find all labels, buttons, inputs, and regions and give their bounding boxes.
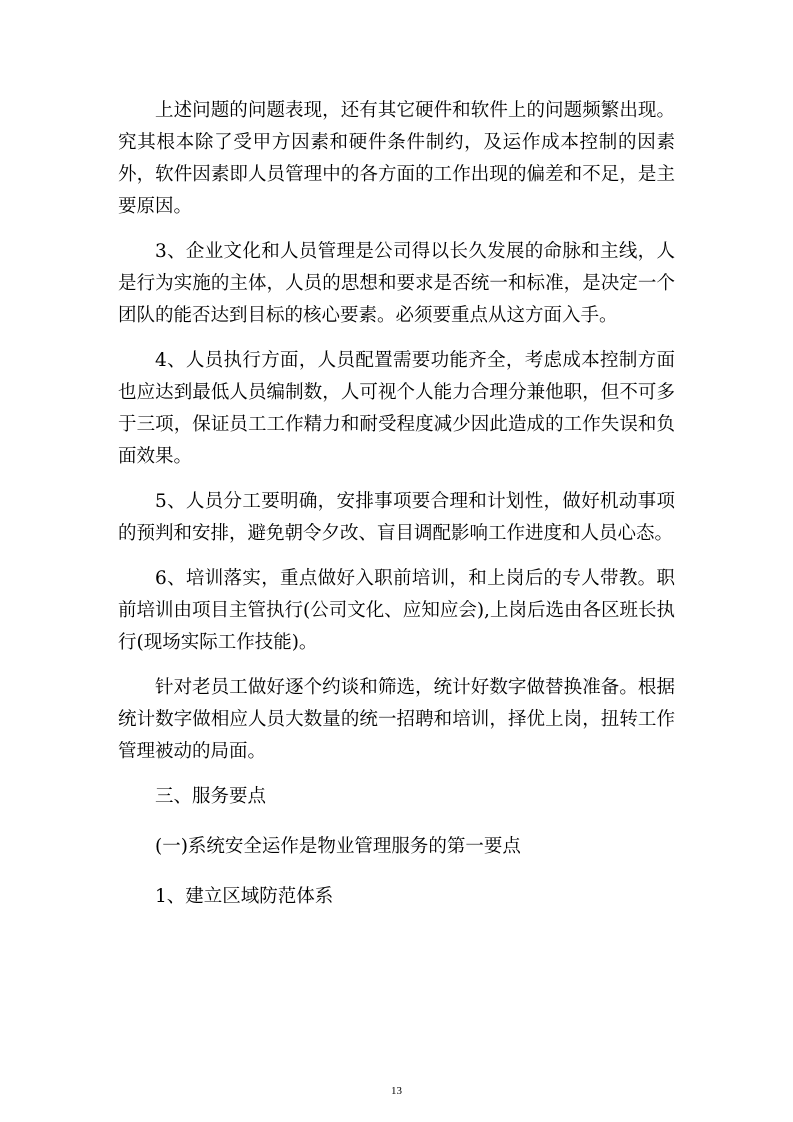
section-heading-service-points: 三、服务要点	[155, 786, 267, 807]
paragraph-item-6: 6、培训落实，重点做好入职前培训，和上岗后的专人带教。职前培训由项目主管执行(公司文化、应知应会),上岗后选由各区班长执行(现场实际工作技能)。	[118, 568, 675, 653]
list-item-area-defense: 1、建立区域防范体系	[155, 886, 334, 907]
paragraph-problem-summary: 上述问题的问题表现，还有其它硬件和软件上的问题频繁出现。究其根本除了受甲方因素和硬件条件制约，及运作成本控制的因素外，软件因素即人员管理中的各方面的工作出现的偏差和不足，是主要原因。	[118, 100, 675, 217]
page-number: 13	[391, 1085, 402, 1097]
paragraph-veteran-staff: 针对老员工做好逐个约谈和筛选，统计好数字做替换准备。根据统计数字做相应人员大数量的统一招聘和培训，择优上岗，扭转工作管理被动的局面。	[118, 677, 675, 762]
paragraph-item-3: 3、企业文化和人员管理是公司得以长久发展的命脉和主线，人是行为实施的主体，人员的思想和要求是否统一和标准，是决定一个团队的能否达到目标的核心要素。必须要重点从这方面入手。	[118, 241, 675, 326]
paragraph-item-4: 4、人员执行方面，人员配置需要功能齐全，考虑成本控制方面也应达到最低人员编制数，人可视个人能力合理分兼他职，但不可多于三项，保证员工工作精力和耐受程度减少因此造成的工作失误和负面效果。	[118, 350, 675, 467]
paragraph-item-5: 5、人员分工要明确，安排事项要合理和计划性，做好机动事项的预判和安排，避免朝令夕改、盲目调配影响工作进度和人员心态。	[118, 491, 675, 544]
subsection-heading-system-safety: (一)系统安全运作是物业管理服务的第一要点	[155, 836, 521, 857]
document-body	[118, 95, 675, 931]
